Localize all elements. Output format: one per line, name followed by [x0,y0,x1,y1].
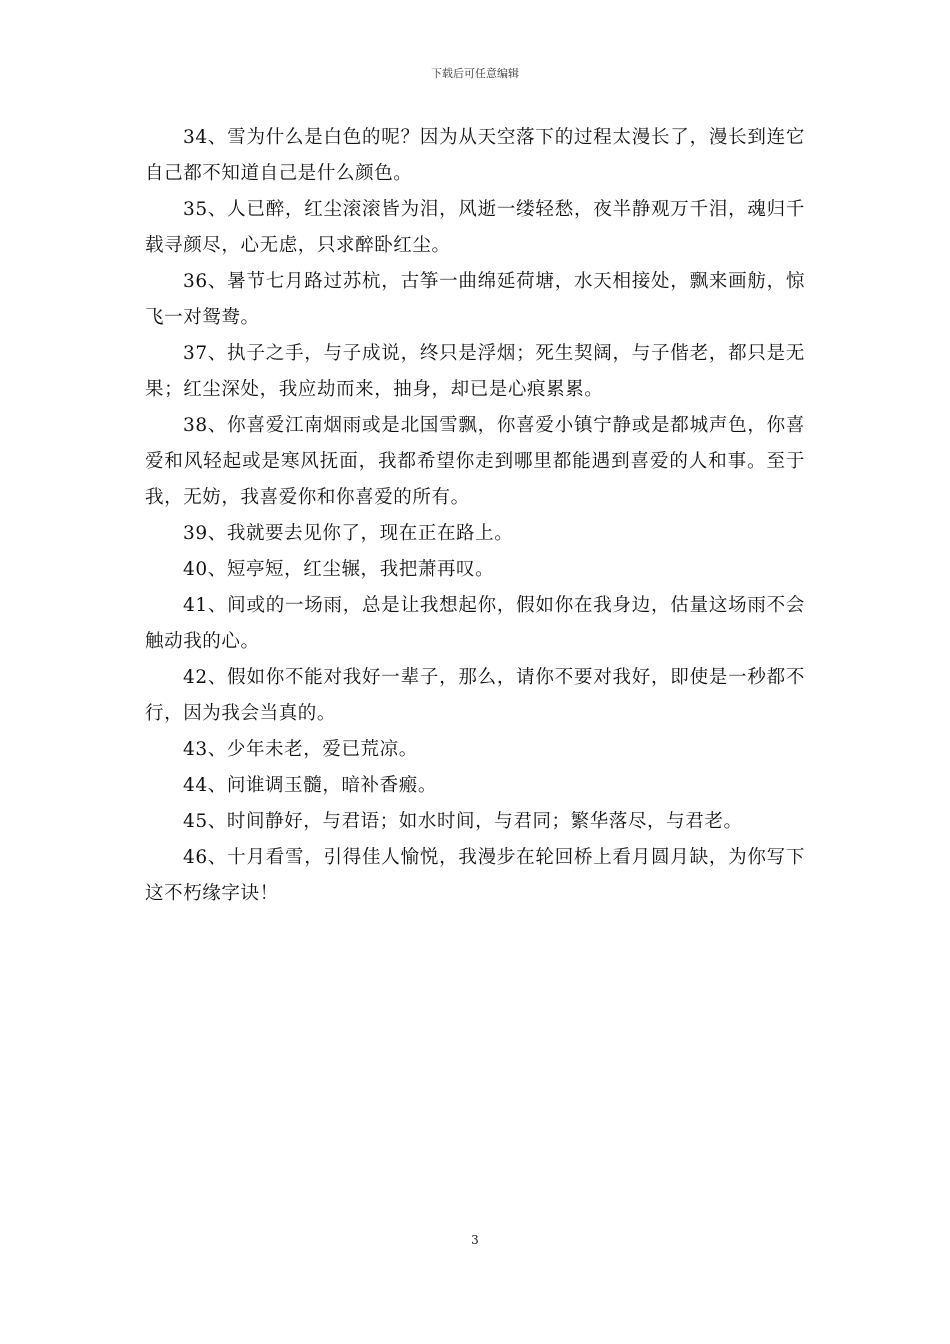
paragraph-38: 38、你喜爱江南烟雨或是北国雪飘，你喜爱小镇宁静或是都城声色，你喜爱和风轻起或是寒风抚面，我都希望你走到哪里都能遇到喜爱的人和事。至于我，无妨，我喜爱你和你喜爱的所有。 [145,415,805,508]
paragraph-39: 39、我就要去见你了，现在正在路上。 [183,523,514,544]
page-header: 下载后可任意编辑 [431,67,519,80]
paragraph-43: 43、少年未老，爱已荒凉。 [183,739,418,760]
paragraph-37: 37、执子之手，与子成说，终只是浮烟；死生契阔，与子偕老，都只是无果；红尘深处，我应劫而来，抽身，却已是心痕累累。 [145,343,805,400]
paragraph-41: 41、间或的一场雨，总是让我想起你，假如你在我身边，估量这场雨不会触动我的心。 [145,595,805,652]
paragraph-36: 36、暑节七月路过苏杭，古筝一曲绵延荷塘，水天相接处，飘来画舫，惊飞一对鸳鸯。 [145,271,805,328]
paragraph-34: 34、雪为什么是白色的呢？因为从天空落下的过程太漫长了，漫长到连它自己都不知道自己是什么颜色。 [145,127,805,184]
paragraph-45: 45、时间静好，与君语；如水时间，与君同；繁华落尽，与君老。 [183,811,743,832]
paragraph-44: 44、问谁调玉髓，暗补香瘢。 [183,775,437,796]
page-number: 3 [471,1233,479,1247]
paragraph-42: 42、假如你不能对我好一辈子，那么，请你不要对我好，即使是一秒都不行，因为我会当真的。 [145,667,805,724]
paragraph-46: 46、十月看雪，引得佳人愉悦，我漫步在轮回桥上看月圆月缺，为你写下这不朽缘字诀！ [145,847,805,904]
paragraph-40: 40、短亭短，红尘辗，我把萧再叹。 [183,559,495,580]
paragraph-35: 35、人已醉，红尘滚滚皆为泪，风逝一缕轻愁，夜半静观万千泪，魂归千载寻颜尽，心无虑，只求醉卧红尘。 [145,199,805,256]
document-body [145,120,805,912]
